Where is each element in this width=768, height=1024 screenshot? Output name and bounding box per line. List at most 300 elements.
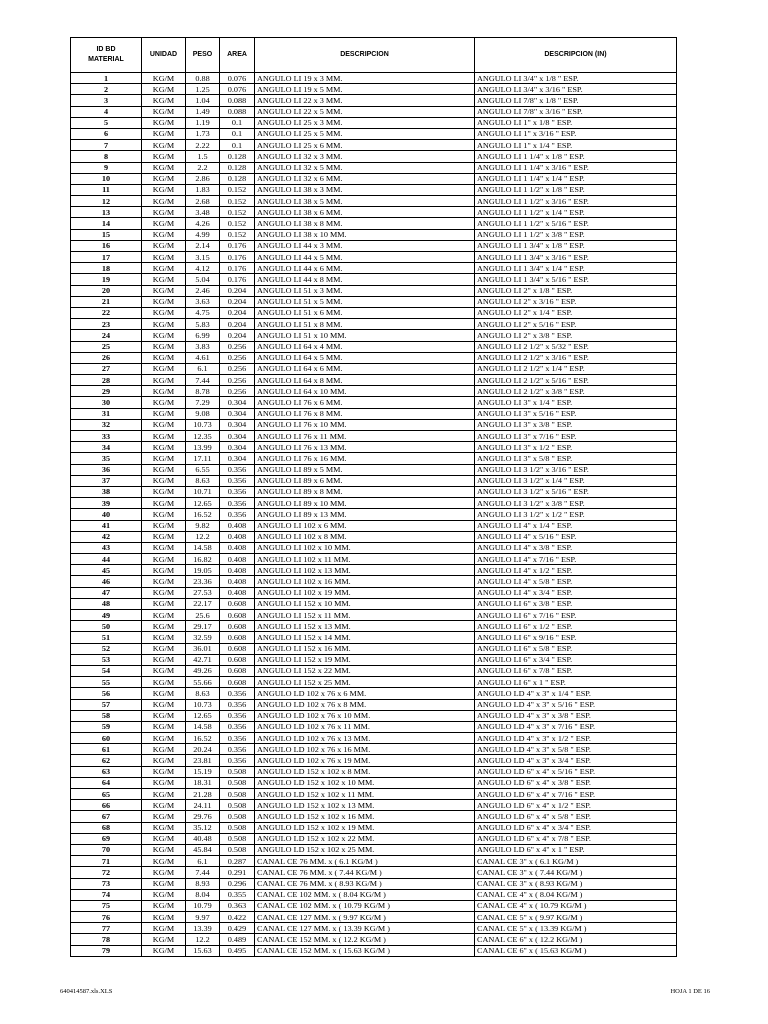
cell-descripcion-in: CANAL CE 5" x ( 9.97 KG/M )	[475, 912, 677, 923]
table-row	[71, 643, 677, 654]
cell-descripcion-in: ANGULO LI 3 1/2" x 3/8 " ESP.	[475, 498, 677, 509]
cell-id-material: 67	[71, 811, 142, 822]
cell-area: 0.076	[220, 84, 255, 95]
cell-peso: 6.55	[186, 464, 220, 475]
cell-peso: 15.63	[186, 945, 220, 956]
cell-descripcion: ANGULO LI 22 x 3 MM.	[255, 95, 475, 106]
cell-peso: 4.99	[186, 229, 220, 240]
cell-id-material: 69	[71, 834, 142, 845]
cell-descripcion: ANGULO LI 76 x 16 MM.	[255, 453, 475, 464]
cell-id-material: 71	[71, 856, 142, 867]
cell-descripcion-in: ANGULO LI 1 3/4" x 1/8 " ESP.	[475, 241, 677, 252]
table-row	[71, 632, 677, 643]
cell-peso: 8.63	[186, 476, 220, 487]
table-row	[71, 431, 677, 442]
cell-id-material: 37	[71, 476, 142, 487]
cell-id-material: 54	[71, 666, 142, 677]
cell-area: 0.408	[220, 543, 255, 554]
cell-peso: 9.97	[186, 912, 220, 923]
cell-area: 0.408	[220, 532, 255, 543]
cell-peso: 3.48	[186, 207, 220, 218]
cell-id-material: 28	[71, 375, 142, 386]
cell-id-material: 61	[71, 744, 142, 755]
cell-descripcion: ANGULO LD 102 x 76 x 6 MM.	[255, 688, 475, 699]
cell-descripcion-in: ANGULO LI 1 3/4" x 3/16 " ESP.	[475, 252, 677, 263]
cell-peso: 1.19	[186, 118, 220, 129]
cell-unidad: KG/M	[142, 285, 186, 296]
cell-area: 0.422	[220, 912, 255, 923]
cell-id-material: 8	[71, 151, 142, 162]
cell-area: 0.176	[220, 274, 255, 285]
cell-descripcion: CANAL CE 127 MM. x ( 13.39 KG/M )	[255, 923, 475, 934]
cell-id-material: 57	[71, 699, 142, 710]
cell-descripcion: ANGULO LI 152 x 19 MM.	[255, 655, 475, 666]
table-row	[71, 912, 677, 923]
cell-peso: 1.83	[186, 185, 220, 196]
cell-unidad: KG/M	[142, 576, 186, 587]
cell-descripcion-in: ANGULO LI 4" x 7/16 " ESP.	[475, 554, 677, 565]
table-row	[71, 811, 677, 822]
cell-peso: 1.25	[186, 84, 220, 95]
cell-descripcion: CANAL CE 127 MM. x ( 9.97 KG/M )	[255, 912, 475, 923]
cell-area: 0.508	[220, 845, 255, 856]
cell-peso: 49.26	[186, 666, 220, 677]
cell-id-material: 3	[71, 95, 142, 106]
table-row	[71, 486, 677, 497]
cell-area: 0.152	[220, 207, 255, 218]
cell-peso: 40.48	[186, 834, 220, 845]
cell-id-material: 21	[71, 297, 142, 308]
cell-descripcion: ANGULO LD 102 x 76 x 8 MM.	[255, 699, 475, 710]
cell-area: 0.152	[220, 196, 255, 207]
cell-descripcion: ANGULO LI 38 x 5 MM.	[255, 196, 475, 207]
cell-id-material: 40	[71, 509, 142, 520]
cell-descripcion-in: ANGULO LI 1 3/4" x 1/4 " ESP.	[475, 263, 677, 274]
cell-unidad: KG/M	[142, 151, 186, 162]
cell-area: 0.304	[220, 408, 255, 419]
cell-peso: 15.19	[186, 766, 220, 777]
header-descripcion: DESCRIPCION	[255, 38, 475, 73]
cell-area: 0.429	[220, 923, 255, 934]
cell-area: 0.355	[220, 890, 255, 901]
cell-id-material: 76	[71, 912, 142, 923]
table-row	[71, 610, 677, 621]
cell-descripcion-in: ANGULO LD 6" x 4" x 5/16 " ESP.	[475, 766, 677, 777]
cell-id-material: 16	[71, 241, 142, 252]
cell-peso: 55.66	[186, 677, 220, 688]
cell-id-material: 60	[71, 733, 142, 744]
cell-descripcion-in: ANGULO LI 1" x 1/8 " ESP.	[475, 118, 677, 129]
cell-unidad: KG/M	[142, 106, 186, 117]
cell-descripcion-in: ANGULO LI 2" x 3/8 " ESP.	[475, 330, 677, 341]
cell-descripcion-in: CANAL CE 3" x ( 7.44 KG/M )	[475, 867, 677, 878]
table-header-row	[71, 38, 677, 73]
table-row	[71, 554, 677, 565]
cell-peso: 45.84	[186, 845, 220, 856]
cell-area: 0.495	[220, 945, 255, 956]
table-row	[71, 777, 677, 788]
cell-id-material: 77	[71, 923, 142, 934]
cell-unidad: KG/M	[142, 386, 186, 397]
cell-descripcion: ANGULO LI 152 x 22 MM.	[255, 666, 475, 677]
cell-unidad: KG/M	[142, 263, 186, 274]
cell-descripcion-in: ANGULO LI 1 1/2" x 3/16 " ESP.	[475, 196, 677, 207]
cell-id-material: 20	[71, 285, 142, 296]
table-row	[71, 173, 677, 184]
table-row	[71, 654, 677, 665]
cell-unidad: KG/M	[142, 341, 186, 352]
cell-id-material: 31	[71, 408, 142, 419]
cell-unidad: KG/M	[142, 408, 186, 419]
cell-area: 0.489	[220, 934, 255, 945]
cell-area: 0.256	[220, 353, 255, 364]
table-row	[71, 408, 677, 419]
cell-peso: 4.61	[186, 353, 220, 364]
cell-unidad: KG/M	[142, 442, 186, 453]
cell-id-material: 30	[71, 397, 142, 408]
cell-peso: 12.2	[186, 532, 220, 543]
cell-peso: 0.88	[186, 73, 220, 84]
cell-descripcion: ANGULO LI 22 x 5 MM.	[255, 106, 475, 117]
cell-descripcion: ANGULO LI 25 x 3 MM.	[255, 118, 475, 129]
cell-unidad: KG/M	[142, 229, 186, 240]
cell-area: 0.128	[220, 174, 255, 185]
cell-area: 0.304	[220, 442, 255, 453]
cell-area: 0.608	[220, 610, 255, 621]
cell-unidad: KG/M	[142, 766, 186, 777]
cell-area: 0.356	[220, 733, 255, 744]
cell-unidad: KG/M	[142, 688, 186, 699]
cell-descripcion-in: ANGULO LD 4" x 3" x 7/16 " ESP.	[475, 722, 677, 733]
table-row	[71, 296, 677, 307]
cell-id-material: 36	[71, 464, 142, 475]
cell-descripcion-in: ANGULO LI 1 3/4" x 5/16 " ESP.	[475, 274, 677, 285]
cell-descripcion-in: ANGULO LI 2" x 1/8 " ESP.	[475, 285, 677, 296]
cell-descripcion-in: ANGULO LD 4" x 3" x 3/8 " ESP.	[475, 711, 677, 722]
cell-unidad: KG/M	[142, 498, 186, 509]
cell-descripcion-in: ANGULO LI 1 1/4" x 1/4 " ESP.	[475, 174, 677, 185]
cell-unidad: KG/M	[142, 308, 186, 319]
cell-descripcion-in: ANGULO LI 6" x 1 " ESP.	[475, 677, 677, 688]
cell-descripcion: ANGULO LD 102 x 76 x 19 MM.	[255, 755, 475, 766]
cell-area: 0.356	[220, 699, 255, 710]
table-row	[71, 945, 677, 956]
table-row	[71, 95, 677, 106]
table-row	[71, 900, 677, 911]
cell-unidad: KG/M	[142, 755, 186, 766]
cell-peso: 7.44	[186, 867, 220, 878]
cell-area: 0.152	[220, 229, 255, 240]
cell-unidad: KG/M	[142, 599, 186, 610]
cell-descripcion-in: ANGULO LD 4" x 3" x 5/8 " ESP.	[475, 744, 677, 755]
cell-peso: 2.22	[186, 140, 220, 151]
cell-descripcion: ANGULO LI 89 x 6 MM.	[255, 476, 475, 487]
cell-descripcion-in: ANGULO LI 4" x 5/8 " ESP.	[475, 576, 677, 587]
cell-descripcion-in: ANGULO LI 6" x 3/8 " ESP.	[475, 599, 677, 610]
cell-peso: 17.11	[186, 453, 220, 464]
cell-peso: 2.46	[186, 285, 220, 296]
cell-area: 0.508	[220, 778, 255, 789]
cell-id-material: 15	[71, 229, 142, 240]
cell-unidad: KG/M	[142, 554, 186, 565]
cell-id-material: 26	[71, 353, 142, 364]
cell-descripcion-in: ANGULO LI 3" x 1/2 " ESP.	[475, 442, 677, 453]
cell-descripcion-in: CANAL CE 4" x ( 8.04 KG/M )	[475, 890, 677, 901]
cell-peso: 6.99	[186, 330, 220, 341]
cell-area: 0.408	[220, 554, 255, 565]
cell-unidad: KG/M	[142, 140, 186, 151]
table-row	[71, 800, 677, 811]
cell-area: 0.256	[220, 386, 255, 397]
cell-unidad: KG/M	[142, 464, 186, 475]
cell-peso: 12.35	[186, 431, 220, 442]
cell-area: 0.076	[220, 73, 255, 84]
cell-descripcion: ANGULO LD 152 x 102 x 19 MM.	[255, 822, 475, 833]
cell-descripcion-in: ANGULO LI 2 1/2" x 5/32 " ESP.	[475, 341, 677, 352]
cell-id-material: 13	[71, 207, 142, 218]
cell-id-material: 59	[71, 722, 142, 733]
table-body	[71, 73, 677, 957]
cell-peso: 3.83	[186, 341, 220, 352]
cell-area: 0.356	[220, 688, 255, 699]
cell-peso: 2.14	[186, 241, 220, 252]
table-row	[71, 531, 677, 542]
cell-descripcion-in: ANGULO LI 2" x 5/16 " ESP.	[475, 319, 677, 330]
cell-unidad: KG/M	[142, 867, 186, 878]
cell-unidad: KG/M	[142, 677, 186, 688]
cell-id-material: 42	[71, 532, 142, 543]
table-row	[71, 285, 677, 296]
cell-area: 0.296	[220, 878, 255, 889]
cell-unidad: KG/M	[142, 420, 186, 431]
cell-peso: 36.01	[186, 643, 220, 654]
cell-descripcion: ANGULO LD 102 x 76 x 11 MM.	[255, 722, 475, 733]
cell-descripcion: ANGULO LI 44 x 6 MM.	[255, 263, 475, 274]
cell-descripcion-in: ANGULO LI 6" x 5/8 " ESP.	[475, 643, 677, 654]
cell-descripcion-in: ANGULO LI 1 1/2" x 3/8 " ESP.	[475, 229, 677, 240]
cell-descripcion-in: ANGULO LI 2" x 3/16 " ESP.	[475, 297, 677, 308]
cell-peso: 10.73	[186, 420, 220, 431]
cell-peso: 8.63	[186, 688, 220, 699]
cell-unidad: KG/M	[142, 934, 186, 945]
table-row	[71, 184, 677, 195]
cell-descripcion: ANGULO LI 51 x 6 MM.	[255, 308, 475, 319]
table-row	[71, 106, 677, 117]
cell-peso: 16.52	[186, 733, 220, 744]
cell-descripcion-in: CANAL CE 3" x ( 6.1 KG/M )	[475, 856, 677, 867]
table-row	[71, 598, 677, 609]
cell-descripcion: ANGULO LI 102 x 11 MM.	[255, 554, 475, 565]
cell-area: 0.304	[220, 420, 255, 431]
cell-peso: 2.68	[186, 196, 220, 207]
cell-descripcion: ANGULO LI 38 x 10 MM.	[255, 229, 475, 240]
cell-descripcion-in: ANGULO LD 6" x 4" x 3/4 " ESP.	[475, 822, 677, 833]
cell-descripcion-in: ANGULO LI 3 1/2" x 5/16 " ESP.	[475, 487, 677, 498]
cell-descripcion-in: ANGULO LI 3 1/2" x 1/4 " ESP.	[475, 476, 677, 487]
cell-descripcion-in: ANGULO LI 3/4" x 3/16 " ESP.	[475, 84, 677, 95]
cell-unidad: KG/M	[142, 118, 186, 129]
cell-unidad: KG/M	[142, 845, 186, 856]
cell-id-material: 78	[71, 934, 142, 945]
cell-area: 0.176	[220, 263, 255, 274]
cell-unidad: KG/M	[142, 834, 186, 845]
table-row	[71, 789, 677, 800]
cell-peso: 8.04	[186, 890, 220, 901]
cell-descripcion-in: ANGULO LD 6" x 4" x 3/8 " ESP.	[475, 778, 677, 789]
cell-descripcion: ANGULO LI 76 x 11 MM.	[255, 431, 475, 442]
cell-descripcion: ANGULO LI 44 x 8 MM.	[255, 274, 475, 285]
cell-unidad: KG/M	[142, 520, 186, 531]
table-row	[71, 274, 677, 285]
table-row	[71, 766, 677, 777]
cell-id-material: 39	[71, 498, 142, 509]
cell-id-material: 27	[71, 364, 142, 375]
table-row	[71, 621, 677, 632]
cell-peso: 2.86	[186, 174, 220, 185]
cell-peso: 12.2	[186, 934, 220, 945]
cell-descripcion-in: ANGULO LD 4" x 3" x 5/16 " ESP.	[475, 699, 677, 710]
cell-descripcion-in: ANGULO LI 3" x 7/16 " ESP.	[475, 431, 677, 442]
cell-area: 0.256	[220, 341, 255, 352]
cell-area: 0.508	[220, 822, 255, 833]
cell-descripcion-in: ANGULO LI 4" x 1/2 " ESP.	[475, 565, 677, 576]
cell-area: 0.304	[220, 453, 255, 464]
cell-area: 0.304	[220, 431, 255, 442]
cell-descripcion: ANGULO LI 38 x 6 MM.	[255, 207, 475, 218]
cell-id-material: 18	[71, 263, 142, 274]
cell-peso: 35.12	[186, 822, 220, 833]
cell-unidad: KG/M	[142, 397, 186, 408]
cell-area: 0.287	[220, 856, 255, 867]
cell-descripcion: ANGULO LI 25 x 6 MM.	[255, 140, 475, 151]
cell-id-material: 73	[71, 878, 142, 889]
cell-descripcion-in: ANGULO LD 4" x 3" x 3/4 " ESP.	[475, 755, 677, 766]
cell-descripcion: ANGULO LI 64 x 6 MM.	[255, 364, 475, 375]
cell-area: 0.1	[220, 118, 255, 129]
cell-id-material: 50	[71, 621, 142, 632]
table-row	[71, 207, 677, 218]
cell-descripcion: ANGULO LI 44 x 5 MM.	[255, 252, 475, 263]
cell-peso: 13.99	[186, 442, 220, 453]
table-row	[71, 923, 677, 934]
cell-peso: 4.75	[186, 308, 220, 319]
table-row	[71, 755, 677, 766]
cell-descripcion: ANGULO LI 102 x 6 MM.	[255, 520, 475, 531]
cell-id-material: 47	[71, 587, 142, 598]
cell-unidad: KG/M	[142, 241, 186, 252]
cell-descripcion: ANGULO LI 32 x 5 MM.	[255, 162, 475, 173]
cell-unidad: KG/M	[142, 487, 186, 498]
cell-unidad: KG/M	[142, 274, 186, 285]
table-row	[71, 263, 677, 274]
cell-descripcion-in: ANGULO LI 3" x 1/4 " ESP.	[475, 397, 677, 408]
cell-unidad: KG/M	[142, 610, 186, 621]
cell-area: 0.128	[220, 162, 255, 173]
cell-descripcion: ANGULO LI 38 x 3 MM.	[255, 185, 475, 196]
cell-area: 0.356	[220, 476, 255, 487]
cell-descripcion-in: ANGULO LI 1 1/2" x 1/8 " ESP.	[475, 185, 677, 196]
table-row	[71, 744, 677, 755]
cell-descripcion: ANGULO LD 102 x 76 x 10 MM.	[255, 711, 475, 722]
table-row	[71, 252, 677, 263]
cell-descripcion-in: ANGULO LI 4" x 3/8 " ESP.	[475, 543, 677, 554]
cell-descripcion: ANGULO LI 51 x 10 MM.	[255, 330, 475, 341]
cell-area: 0.176	[220, 241, 255, 252]
table-row	[71, 822, 677, 833]
cell-descripcion: ANGULO LI 64 x 8 MM.	[255, 375, 475, 386]
cell-id-material: 4	[71, 106, 142, 117]
cell-descripcion: ANGULO LD 152 x 102 x 25 MM.	[255, 845, 475, 856]
cell-area: 0.408	[220, 576, 255, 587]
table-row	[71, 520, 677, 531]
cell-area: 0.088	[220, 106, 255, 117]
cell-id-material: 55	[71, 677, 142, 688]
cell-unidad: KG/M	[142, 162, 186, 173]
cell-id-material: 1	[71, 73, 142, 84]
cell-descripcion-in: CANAL CE 6" x ( 15.63 KG/M )	[475, 945, 677, 956]
table-row	[71, 565, 677, 576]
cell-id-material: 29	[71, 386, 142, 397]
cell-unidad: KG/M	[142, 453, 186, 464]
header-peso: PESO	[186, 38, 220, 73]
cell-area: 0.152	[220, 218, 255, 229]
cell-descripcion-in: ANGULO LI 3/4" x 1/8 " ESP.	[475, 73, 677, 84]
table-row	[71, 218, 677, 229]
cell-peso: 1.04	[186, 95, 220, 106]
cell-area: 0.608	[220, 621, 255, 632]
cell-descripcion: ANGULO LI 152 x 13 MM.	[255, 621, 475, 632]
table-row	[71, 352, 677, 363]
cell-descripcion: ANGULO LI 76 x 6 MM.	[255, 397, 475, 408]
cell-area: 0.204	[220, 319, 255, 330]
table-row	[71, 934, 677, 945]
cell-descripcion: ANGULO LI 51 x 3 MM.	[255, 285, 475, 296]
cell-unidad: KG/M	[142, 84, 186, 95]
cell-area: 0.608	[220, 677, 255, 688]
cell-descripcion-in: ANGULO LI 3" x 3/8 " ESP.	[475, 420, 677, 431]
table-row	[71, 878, 677, 889]
cell-id-material: 79	[71, 945, 142, 956]
cell-unidad: KG/M	[142, 901, 186, 912]
cell-peso: 8.78	[186, 386, 220, 397]
cell-area: 0.204	[220, 285, 255, 296]
table-row	[71, 84, 677, 95]
cell-unidad: KG/M	[142, 789, 186, 800]
cell-area: 0.608	[220, 632, 255, 643]
cell-peso: 6.1	[186, 364, 220, 375]
cell-descripcion: ANGULO LI 152 x 10 MM.	[255, 599, 475, 610]
cell-descripcion-in: ANGULO LI 4" x 1/4 " ESP.	[475, 520, 677, 531]
cell-peso: 23.81	[186, 755, 220, 766]
table-row	[71, 229, 677, 240]
cell-id-material: 70	[71, 845, 142, 856]
cell-descripcion: ANGULO LD 152 x 102 x 22 MM.	[255, 834, 475, 845]
cell-area: 0.204	[220, 297, 255, 308]
cell-id-material: 62	[71, 755, 142, 766]
cell-id-material: 14	[71, 218, 142, 229]
cell-descripcion: ANGULO LD 102 x 76 x 13 MM.	[255, 733, 475, 744]
cell-unidad: KG/M	[142, 733, 186, 744]
table-row	[71, 330, 677, 341]
cell-peso: 19.05	[186, 565, 220, 576]
cell-unidad: KG/M	[142, 73, 186, 84]
cell-descripcion: ANGULO LI 76 x 10 MM.	[255, 420, 475, 431]
cell-unidad: KG/M	[142, 207, 186, 218]
cell-peso: 3.63	[186, 297, 220, 308]
cell-id-material: 75	[71, 901, 142, 912]
cell-id-material: 22	[71, 308, 142, 319]
cell-peso: 32.59	[186, 632, 220, 643]
